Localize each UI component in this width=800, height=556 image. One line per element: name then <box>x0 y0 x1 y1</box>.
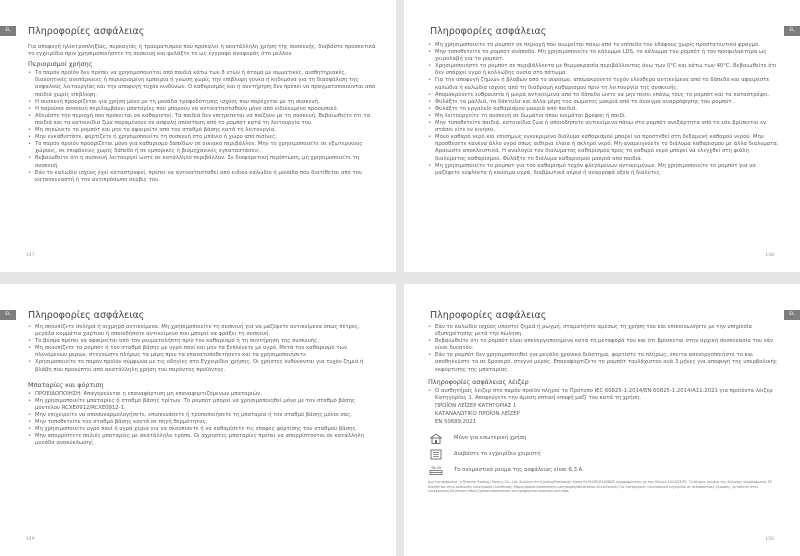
bullet-list <box>28 391 380 448</box>
declaration-footnote: Δια του παρόντος, η Dreame Trading (Tianjin) Co., Ltd. δηλώνει ότι ο ραδιοεξοπλισμός τύπου RLP42DE/RLX98DE συμμορφώνεται με την Οδηγία 2014/53/ΕΕ. Το πλήρες κείμενο της δήλωσης συμμόρφωσης ΕΕ διατίθεται στην ακόλουθη ηλεκτρονική διεύθυνση: https://global.dreametech.com/pages/declaration-of-conformity Για λεπτομερείς ηλεκτρονικό εγχειρίδιο σε περισσότερες γλώσσες, μεταβείτε στην ηλεκτρονική διεύθυνση https://global.dreametech.com/pages/user-manuals-and-faqs <box>428 480 772 493</box>
bullet-list <box>428 388 780 402</box>
bullet-list <box>28 70 380 184</box>
section-title-usage-restrictions: Περιορισμοί χρήσης <box>28 60 93 69</box>
page-number: 149 <box>26 537 35 542</box>
list-item: • Η συσκευή προορίζεται για χρήση μόνο με τη μονάδα τροφοδότησης ισχύος που παρέχεται με τη συσκευή. <box>28 99 380 106</box>
page-number: 147 <box>26 253 35 258</box>
list-item: • Μην εγκαθιστάτε, φορτίζετε ή χρησιμοποιείτε τη συσκευή στο μπάνιο ή χώρο από πισίνες. <box>28 134 380 141</box>
list-item: • Χρησιμοποιείτε το παρόν προϊόν σύμφωνα με τις οδηγίες στο Εγχειρίδιο χρήσης. Οι χρήστες ευθύνονται για τυχόν ζημιά ή βλάβη που προκύπτει από ακατάλληλη χρήση του παρόντος προϊόντος. <box>28 359 380 373</box>
list-item: • Εάν το ρομπότ δεν χρησιμοποιηθεί για μεγάλο χρονικό διάστημα, φορτίστε το πλήρως, έπειτα απενεργοποιήστε το και αποθηκεύστε το σε δροσερό, στεγνό μέρος. Επαναφορτίζετε το ρομπότ τουλάχιστον ανά 3 μήνες για αποφυγή της υπερβολικής εκφόρτισης της μπαταρίας. <box>428 352 780 373</box>
laser-line: ΚΑΤΑΝΑΛΩΤΙΚΟ ΠΡΟΪΟΝ ΛΕΪΖΕΡ <box>435 411 520 418</box>
page-content <box>428 324 780 493</box>
list-item: • Μην τοποθετείτε παιδιά, κατοικίδια ζώα ή οποιοδήποτε αντικείμενα πάνω στο ρομπότ ανεξάρτητα από το εάν βρίσκεται εν στάσει είτε εν κινήσει. <box>428 120 780 134</box>
symbol-row <box>428 465 780 476</box>
house-icon <box>428 433 444 444</box>
bullet-list <box>428 324 780 374</box>
section-title-laser: Πληροφορίες ασφάλειας λέιζερ <box>428 377 529 386</box>
list-item: • Απομακρύνετε εύθραυστα ή μικρά αντικείμενα από το δάπεδο ώστε να μην πέσει επάνω τους το ρομπότ και τα καταστρέψει. <box>428 92 780 99</box>
page-content <box>28 44 380 184</box>
page-149 <box>0 284 396 556</box>
page-title: Πληροφορίες ασφάλειας <box>430 26 547 37</box>
list-item: • Μη λειτουργείτε τη συσκευή σε δωμάτιο όπου κοιμάται βρέφος ή παιδί. <box>428 113 780 120</box>
list-item: • Μη χρησιμοποιείτε υγρό πανί ή υγρά χέρια για να σκουπίσετε ή να καθαρίσετε τις επαφές φόρτισης του σταθμού βάσης. <box>28 426 380 433</box>
list-item: • Μη σηκώνετε το ρομπότ και μην το αφαιρείτε από τον σταθμό βάσης κατά τη λειτουργία. <box>28 127 380 134</box>
list-item: • Εάν το καλώδιο ισχύος έχει καταστραφεί, πρέπει να αντικατασταθεί από ειδικό καλώδιο ή μονάδα που διατίθεται από τον κατασκευαστή ή τον αντιπρόσωπο σέρβις του. <box>28 170 380 184</box>
language-tab: EL <box>0 310 16 320</box>
list-item: • Χρησιμοποιήστε το ρομπότ σε περιβάλλοντα με θερμοκρασία περιβάλλοντος άνω των 0°C και κάτω των 40°C. Βεβαιωθείτε ότι δεν υπάρχει υγρό ή κολλώδης ουσία στο πάτωμα. <box>428 63 780 77</box>
list-item: • Φυλάξτε το εργαλείο καθαρισμού μακριά από παιδιά. <box>428 106 780 113</box>
list-item: • Το βύσμα πρέπει να αφαιρείται από τον ρευματολήπτη πριν τον καθαρισμό ή τη συντήρηση της συσκευής. <box>28 338 380 345</box>
list-item: • Για την αποφυγή ζημιών ή βλαβών από το σύρσιμο, απομακρύνετε τυχόν ελεύθερα αντικείμενα από το δάπεδο και αφαιρέστε καλώδια ή καλώδια ισχύος από τη διαδρομή καθαρισμού πριν τη λειτουργία της συσκευής. <box>428 77 780 91</box>
page-title: Πληροφορίες ασφάλειας <box>28 310 145 321</box>
list-item: • Το παρόν προϊόν προορίζεται μόνο για καθαρισμό δαπέδων σε οικιακό περιβάλλον. Μην το χρησιμοποιείτε σε εξωτερικούς χώρους, σε επιφάνειες χωρίς δάπεδο ή σε εμπορικές ή βιομηχανικές εγκαταστάσεις. <box>28 141 380 155</box>
fuse-rating-label: T6.3A <box>430 466 442 471</box>
list-item: • Μη χρησιμοποιείτε μπαταρίες ή σταθμό βάσης τρίτων. Το ρομπότ μπορεί να χρησιμοποιηθεί μόνο με τον σταθμό βάσης μοντέλου RCXE0912/RCXE0912-1. <box>28 398 380 412</box>
list-item: • Μην απορρίπτετε παλιές μπαταρίες με ακατάλληλο τρόπο. Οι άχρηστες μπαταρίες πρέπει να απορρίπτονται σε κατάλληλη μονάδα ανακύκλωσης. <box>28 433 380 447</box>
list-item: • Φυλάξτε τα μαλλιά, τα δάκτυλα και άλλα μέρη του σώματος μακριά από το άνοιγμα αναρρόφησης του ρομπότ. <box>428 99 780 106</box>
list-item: • ΠΡΟΕΙΔΟΠΟΙΗΣΗ: Απαγορεύεται η επαναφόρτιση μη επαναφορτιζόμενων μπαταριών. <box>28 391 380 398</box>
list-item: • Το παρόν προϊόν δεν πρέπει να χρησιμοποιείται από παιδιά κάτω των 8 ετών ή άτομα με σωματικές, αισθητηριακές, διανοητικές ανεπάρκειες ή περιορισμένη εμπειρία ή γνώση χωρίς την επίβλεψη γονέα ή κηδεμόνα για τη διασφάλιση της ασφαλούς λειτουργίας και την αποφυγή τυχόν κινδύνων. Ο καθαρισμός και η συντήρηση δεν πρέπει να πραγματοποιούνται από παιδιά χωρίς επίβλεψη. <box>28 70 380 98</box>
symbol-description: Διαβάστε το εγχειρίδιο χειριστή <box>454 451 541 458</box>
page-content <box>28 324 380 448</box>
symbol-description: Μόνο για εσωτερική χρήση <box>454 435 527 442</box>
list-item: • Μη χρησιμοποιείτε το ρομπότ για τον καθαρισμό τυχόν φλεγόμενων αντικειμένων. Μη χρησιμοποιείτε το ρομπότ για να μαζέψετε εύφλεκτα ή καύσιμα υγρά, διαβρωτικά αέρια ή αναρροφά οξέα ή διαλύτες. <box>428 163 780 177</box>
fuse-icon <box>428 465 444 476</box>
page-content <box>428 42 780 177</box>
laser-line: ΠΡΟΪΟΝ ΛΕΪΖΕΡ ΚΑΤΗΓΟΡΙΑΣ 1 <box>435 402 517 409</box>
laser-classification <box>428 403 780 426</box>
list-item: • Αδειάστε την περιοχή που πρόκειται να καθαριστεί. Τα παιδιά δεν επιτρέπεται να παίζουν με τη συσκευή. Βεβαιωθείτε ότι τα παιδιά και τα κατοικίδια ζώα παραμένουν σε ασφαλή απόσταση από το ρομπότ κατά τη λειτουργία του. <box>28 113 380 127</box>
list-item: • Η παρούσα συσκευή περιλαμβάνει μπαταρίες που μπορούν να αντικατασταθούν μόνο από ειδικευμένο προσωπικό. <box>28 106 380 113</box>
list-item: • Μην τοποθετείτε τον σταθμό βάσης κοντά σε πηγή θερμότητας. <box>28 419 380 426</box>
page-150 <box>404 284 800 556</box>
list-item: • Μόνο καθαρό νερό και επισήμως εγκεκριμένο διάλυμα καθαρισμού μπορεί να προστεθεί στη δεξαμενή καθαρού νερού. Μην προσθέσετε κανένα άλλο υγρό όπως αιθέρια έλαια ή σκληρό νερό. Μη αναμειγνύετε το διάλυμα καθαρισμού με άλλα διαλύματα. Αραιώστε αποκλειστικά. Η αναλογία του διαλύματος καθαρισμού προς το καθαρό νερό μπορεί να ελεγχθεί στη φιάλη διαλύματος καθαρισμού. Φυλάξτε το διάλυμα καθαρισμού μακριά από παιδιά. <box>428 134 780 162</box>
list-item: • Μην τοποθετείτε το ρομπότ ανάποδα. Μη χρησιμοποιείτε το κάλυμμα LDS, το κάλυμμα του ρομπότ ή τον προφυλακτήρα ως χειρολαβή για το ρομπότ. <box>428 49 780 63</box>
page-number: 150 <box>765 537 774 542</box>
list-item: • Ο αισθητήρας λέιζερ στο παρόν προϊόν πληροί το Πρότυπο IEC 60825-1:2014/EN 60825-1:2014/A11:2021 για προϊόντα λέιζερ Κατηγορίας 1. Αποφεύγετε την άμεση οπτική επαφή μαζί του κατά τη χρήση. <box>428 388 780 402</box>
list-item: • Μη σκουπίζετε σκληρά ή αιχμηρά αντικείμενα. Μη χρησιμοποιείτε τη συσκευή για να μαζέψετε αντικείμενα όπως πέτρες, μεγάλα κομμάτια χαρτιού ή οποιοδήποτε αντικείμενο που μπορεί να φράξει τη συσκευή. <box>28 324 380 338</box>
language-tab: EL <box>784 26 800 36</box>
bullet-list <box>428 42 780 177</box>
list-item: • Βεβαιωθείτε ότι η συσκευή λειτουργεί ωστέ σε κατάλληλο περιβάλλον. Σε διαφορετική περίπτωση, μη χρησιμοποιείτε τη συσκευή. <box>28 155 380 169</box>
page-title: Πληροφορίες ασφάλειας <box>430 310 547 321</box>
symbol-row <box>428 433 780 444</box>
intro-paragraph: Για αποφυγή ηλεκτροπληξίας, πυρκαγιάς ή τραυματισμού που προκαλεί η ακατάλληλη χρήση της συσκευής, διαβάστε προσεκτικά το εγχειρίδιο πριν χρησιμοποιήσετε τη συσκευή και φυλάξτε το ως έγγραφο αναφοράς στο μέλλον. <box>28 44 376 58</box>
list-item: • Εάν το καλώδιο ισχύος υποστεί ζημιά ή ρωγμή, σταματήστε αμέσως τη χρήση του και επικοινωνήστε με την υπηρεσία εξυπηρέτησης μετά την πώληση. <box>428 324 780 338</box>
bullet-list <box>28 324 380 374</box>
language-tab: EL <box>0 26 16 36</box>
symbol-row <box>428 449 780 460</box>
list-item: • Μη χρησιμοποιείτε το ρομπότ σε περιοχή που αιωρείται πάνω από το επίπεδο του εδάφους χωρίς προστατευτικό φραγμό. <box>428 42 780 49</box>
symbol-description: Το ονομαστικό ρεύμα της ασφάλειας είναι 6,3 A. <box>454 467 584 474</box>
page-number: 148 <box>765 253 774 258</box>
page-title: Πληροφορίες ασφάλειας <box>28 26 145 37</box>
page-148 <box>404 0 800 272</box>
section-title-batteries: Μπαταρίες και φόρτιση <box>28 380 104 389</box>
list-item: • Βεβαιωθείτε ότι το ρομπότ είναι απενεργοποιημένο κατά τη μεταφορά του και ότι βρίσκεται στην αρχική συσκευασία του εάν είναι δυνατόν. <box>428 338 780 352</box>
laser-line: EN 50689:2021 <box>435 419 477 426</box>
page-147 <box>0 0 396 272</box>
language-tab: EL <box>784 310 800 320</box>
list-item: • Μην επιχειρείτε να αποσυναρμολογήσετε, επισκευάσετε ή τροποποιήσετε τη μπαταρία ή τον σταθμό βάσης μόνοι σας. <box>28 412 380 419</box>
list-item: • Μη σκουπίζετε το ρομπότ ή τον σταθμό βάσης με υγρό πανί και μην τα ξεπλένετε με υγρό. Μετά τον καθαρισμό των πλενόμενων μερών, στεγνώστε πλήρως τα μέρη πριν τα επανατοποθετήσετε και τα χρησιμοποιήσετε. <box>28 345 380 359</box>
manual-icon <box>428 449 444 460</box>
